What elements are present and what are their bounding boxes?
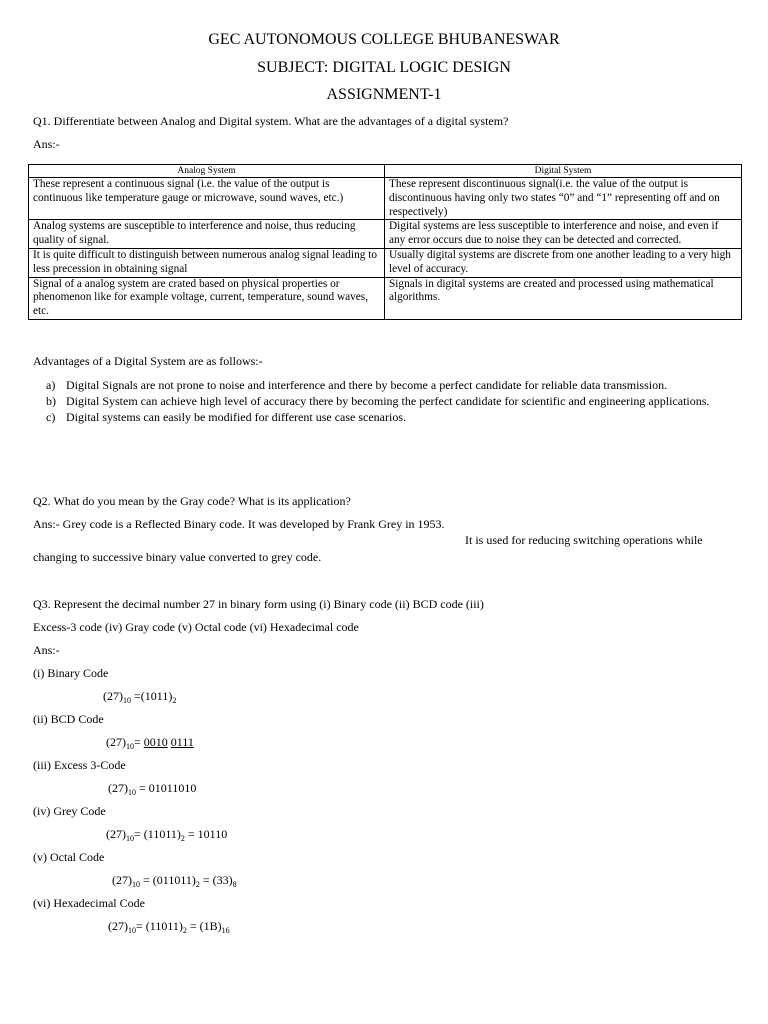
eq-lhs: (27) — [106, 827, 126, 841]
eq-mid: = (11011) — [134, 827, 181, 841]
q3-ans-label: Ans:- — [33, 643, 60, 657]
eq-rhs: = 10110 — [184, 827, 228, 841]
header-digital: Digital System — [385, 165, 742, 178]
table-row — [29, 178, 742, 220]
analog-cell: These represent a continuous signal (i.e. the value of the output is continuous like temperature gauge or microwave, sound waves, etc.) — [29, 178, 385, 220]
bcd-digit-2: 0010 — [143, 735, 168, 749]
bcd-code-label: (ii) BCD Code — [33, 712, 104, 726]
eq-rhs-base: 2 — [172, 696, 177, 705]
eq-mid: = (011011) — [140, 873, 196, 887]
advantages-list — [46, 377, 726, 425]
eq-mid-base: 2 — [180, 834, 185, 843]
analog-cell: Signal of a analog system are crated based on physical properties or phenomenon like for example voltage, current, temperature, sound waves, etc. — [29, 277, 385, 319]
assignment-title: ASSIGNMENT-1 — [326, 86, 442, 103]
excess3-code-label: (iii) Excess 3-Code — [33, 758, 126, 772]
q2-answer-line3: changing to successive binary value converted to grey code. — [33, 550, 322, 564]
bcd-code-equation — [106, 735, 194, 749]
eq-lhs: (27) — [106, 735, 126, 749]
list-marker: c) — [46, 410, 56, 424]
eq-lhs-base: 10 — [128, 788, 136, 797]
q2-answer-line2: It is used for reducing switching operations while — [465, 533, 703, 547]
hex-code-equation — [108, 919, 230, 933]
advantages-heading: Advantages of a Digital System are as follows:- — [33, 354, 263, 368]
eq-lhs: (27) — [108, 781, 128, 795]
comparison-table — [28, 164, 742, 320]
table-header-row — [29, 165, 742, 178]
q1-ans-label: Ans:- — [33, 137, 60, 151]
eq-mid: = (11011) — [136, 919, 183, 933]
subject-title: SUBJECT: DIGITAL LOGIC DESIGN — [257, 59, 511, 76]
digital-cell: Digital systems are less susceptible to interference and noise, and even if any error occurs due to noise they can be detected and corrected. — [385, 220, 742, 249]
q1-question: Q1. Differentiate between Analog and Digital system. What are the advantages of a digital system? — [33, 114, 509, 128]
table-row — [29, 220, 742, 249]
grey-code-equation — [106, 827, 227, 841]
digital-cell: These represent discontinuous signal(i.e. the value of the output is discontinuous having only two states “0” and “1” representing off and on respectively) — [385, 178, 742, 220]
eq-lhs: (27) — [108, 919, 128, 933]
list-item — [46, 409, 726, 425]
eq-rhs: = (33) — [199, 873, 233, 887]
header-analog: Analog System — [29, 165, 385, 178]
list-item — [46, 377, 726, 393]
grey-code-label: (iv) Grey Code — [33, 804, 106, 818]
list-item — [46, 393, 726, 409]
eq-lhs-base: 10 — [126, 834, 134, 843]
eq-lhs: (27) — [103, 689, 123, 703]
eq-rhs: = 01011010 — [136, 781, 197, 795]
list-marker: b) — [46, 394, 56, 408]
college-title: GEC AUTONOMOUS COLLEGE BHUBANESWAR — [208, 31, 560, 48]
q3-question-line2: Excess-3 code (iv) Gray code (v) Octal code (vi) Hexadecimal code — [33, 620, 359, 634]
eq-lhs-base: 10 — [126, 742, 134, 751]
analog-cell: It is quite difficult to distinguish between numerous analog signal leading to less precession in obtaining signal — [29, 248, 385, 277]
eq-rhs-base: 8 — [232, 880, 237, 889]
eq-rhs: = (1B) — [186, 919, 222, 933]
eq-lhs-base: 10 — [132, 880, 140, 889]
bcd-digit-7: 0111 — [170, 735, 194, 749]
eq-mid-base: 2 — [182, 926, 187, 935]
digital-cell: Signals in digital systems are created and processed using mathematical algorithms. — [385, 277, 742, 319]
table-row — [29, 248, 742, 277]
hex-code-label: (vi) Hexadecimal Code — [33, 896, 145, 910]
q2-answer-line1: Ans:- Grey code is a Reflected Binary code. It was developed by Frank Grey in 1953. — [33, 517, 445, 531]
octal-code-equation — [112, 873, 237, 887]
eq-mid-base: 2 — [195, 880, 200, 889]
octal-code-label: (v) Octal Code — [33, 850, 105, 864]
eq-rhs: =(1011) — [131, 689, 173, 703]
q2-question: Q2. What do you mean by the Gray code? What is its application? — [33, 494, 351, 508]
eq-lhs: (27) — [112, 873, 132, 887]
table-row — [29, 277, 742, 319]
q3-question-line1: Q3. Represent the decimal number 27 in binary form using (i) Binary code (ii) BCD code (iii) — [33, 597, 484, 611]
binary-code-label: (i) Binary Code — [33, 666, 109, 680]
excess3-code-equation — [108, 781, 196, 795]
eq-rhs-base: 16 — [221, 926, 230, 935]
eq-lhs-base: 10 — [128, 926, 136, 935]
analog-cell: Analog systems are susceptible to interference and noise, thus reducing quality of signal. — [29, 220, 385, 249]
digital-cell: Usually digital systems are discrete from one another leading to a very high level of accuracy. — [385, 248, 742, 277]
list-item-text: Digital Signals are not prone to noise and interference and there by become a perfect candidate for reliable data transmission. — [66, 378, 668, 392]
eq-sign: = — [134, 735, 144, 749]
list-item-text: Digital systems can easily be modified for different use case scenarios. — [66, 410, 407, 424]
list-item-text: Digital System can achieve high level of accuracy there by becoming the perfect candidate for scientific and engineering applications. — [66, 394, 710, 408]
eq-lhs-base: 10 — [123, 696, 131, 705]
binary-code-equation — [103, 689, 176, 703]
list-marker: a) — [46, 378, 56, 392]
